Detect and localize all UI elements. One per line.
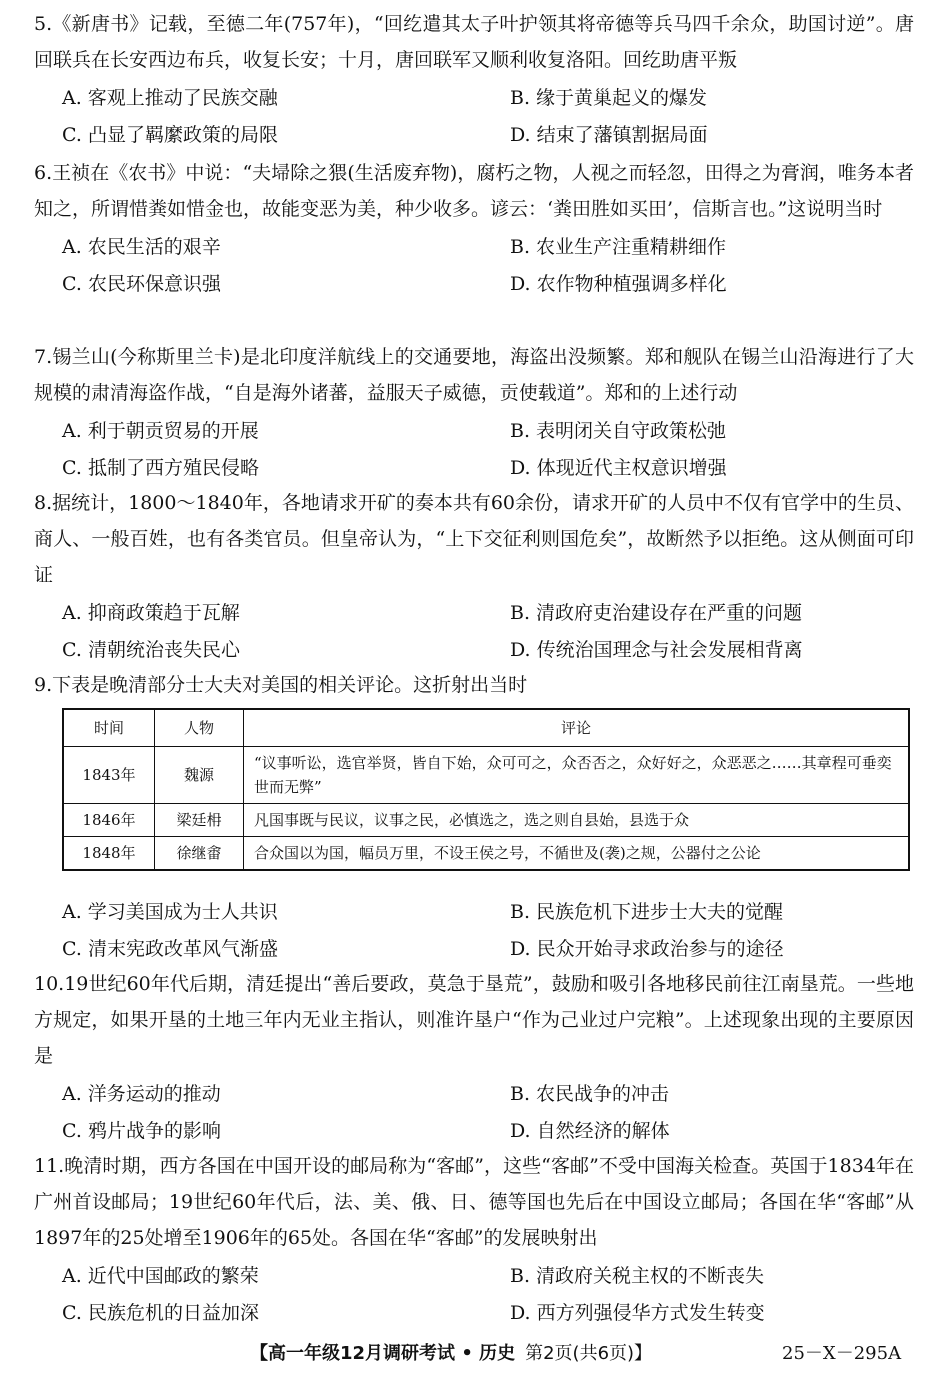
footer-code: 25－X－295A [782, 1343, 902, 1364]
table-row [63, 837, 909, 871]
cell-person: 徐继畬 [155, 837, 244, 871]
cell-comment: “议事听讼，选官举贤，皆自下始，众可可之，众否否之，众好好之，众恶恶之……其章程可垂奕世而无弊” [244, 747, 910, 804]
option-c: C. 农民环保意识强 [62, 273, 221, 295]
option-d: D. 自然经济的解体 [510, 1120, 670, 1142]
option-a: A. 抑商政策趋于瓦解 [62, 602, 240, 624]
question-11 [34, 1148, 914, 1330]
header-comment: 评论 [244, 709, 910, 747]
question-stem: 6.王祯在《农书》中说：“夫埽除之猥(生活废弃物)，腐朽之物，人视之而轻忽，田得之为膏润，唯务本者知之，所谓惜粪如惜金也，故能变恶为美，种少收多。谚云：‘粪田胜如买田’，信斯言也。”这说明当时 [34, 162, 914, 220]
question-5 [34, 6, 914, 152]
options [34, 1256, 914, 1330]
option-d: D. 传统治国理念与社会发展相背离 [510, 639, 803, 661]
question-6 [34, 155, 914, 301]
table-row [63, 804, 909, 837]
question-stem: 11.晚清时期，西方各国在中国开设的邮局称为“客邮”，这些“客邮”不受中国海关检查。英国于1834年在广州首设邮局；19世纪60年代后，法、美、俄、日、德等国也先后在中国设立邮局；各国在华“客邮”从1897年的25处增至1906年的65处。各国在华“客邮”的发展映射出 [34, 1155, 914, 1249]
question-10 [34, 966, 914, 1148]
option-c: C. 凸显了羁縻政策的局限 [62, 124, 278, 146]
option-b: B. 农民战争的冲击 [510, 1083, 670, 1105]
option-c: C. 民族危机的日益加深 [62, 1302, 259, 1324]
option-a: A. 学习美国成为士人共识 [62, 901, 278, 923]
cell-time: 1848年 [63, 837, 155, 871]
options [34, 892, 914, 966]
comments-table [62, 708, 910, 871]
header-time: 时间 [63, 709, 155, 747]
cell-person: 魏源 [155, 747, 244, 804]
option-a: A. 近代中国邮政的繁荣 [62, 1265, 259, 1287]
option-c: C. 清朝统治丧失民心 [62, 639, 240, 661]
option-d: D. 体现近代主权意识增强 [510, 457, 727, 479]
question-9 [34, 667, 914, 703]
option-c: C. 鸦片战争的影响 [62, 1120, 221, 1142]
option-b: B. 缘于黄巢起义的爆发 [510, 87, 708, 109]
options [34, 411, 914, 485]
option-b: B. 表明闭关自守政策松弛 [510, 420, 727, 442]
option-b: B. 农业生产注重精耕细作 [510, 236, 727, 258]
footer-exam-name: 【高一年级12月调研考试 • 历史 [250, 1343, 516, 1364]
header-person: 人物 [155, 709, 244, 747]
options [34, 1074, 914, 1148]
cell-comment: 合众国以为国，幅员万里，不设王侯之号，不循世及(袭)之规，公器付之公论 [244, 837, 910, 871]
option-d: D. 西方列强侵华方式发生转变 [510, 1302, 765, 1324]
question-stem: 9.下表是晚清部分士大夫对美国的相关评论。这折射出当时 [34, 674, 528, 696]
cell-person: 梁廷枏 [155, 804, 244, 837]
option-a: A. 利于朝贡贸易的开展 [62, 420, 259, 442]
cell-time: 1846年 [63, 804, 155, 837]
footer-title [250, 1339, 652, 1365]
question-9-options [34, 892, 914, 966]
option-a: A. 农民生活的艰辛 [62, 236, 221, 258]
table-header-row [63, 709, 909, 747]
question-7 [34, 339, 914, 485]
footer-page-number: 第2页(共6页)】 [525, 1343, 653, 1364]
option-b: B. 民族危机下进步士大夫的觉醒 [510, 901, 784, 923]
option-c: C. 清末宪政改革风气渐盛 [62, 938, 278, 960]
option-b: B. 清政府关税主权的不断丧失 [510, 1265, 765, 1287]
options [34, 78, 914, 152]
option-a: A. 洋务运动的推动 [62, 1083, 221, 1105]
cell-time: 1843年 [63, 747, 155, 804]
options [34, 227, 914, 301]
option-b: B. 清政府吏治建设存在严重的问题 [510, 602, 803, 624]
table-row [63, 747, 909, 804]
option-a: A. 客观上推动了民族交融 [62, 87, 278, 109]
option-d: D. 结束了藩镇割据局面 [510, 124, 708, 146]
page-footer [0, 1337, 950, 1367]
question-stem: 10.19世纪60年代后期，清廷提出“善后要政，莫急于垦荒”，鼓励和吸引各地移民前往江南垦荒。一些地方规定，如果开垦的土地三年内无业主指认，则准许垦户“作为己业过户完粮”。上述现象出现的主要原因是 [34, 973, 914, 1067]
cell-comment: 凡国事既与民议，议事之民，必慎选之，选之则自县始，县选于众 [244, 804, 910, 837]
option-d: D. 民众开始寻求政治参与的途径 [510, 938, 784, 960]
question-stem: 8.据统计，1800～1840年，各地请求开矿的奏本共有60余份，请求开矿的人员中不仅有官学中的生员、商人、一般百姓，也有各类官员。但皇帝认为，“上下交征利则国危矣”，故断然予以拒绝。这从侧面可印证 [34, 492, 915, 586]
option-c: C. 抵制了西方殖民侵略 [62, 457, 259, 479]
question-8 [34, 485, 914, 667]
question-stem: 7.锡兰山(今称斯里兰卡)是北印度洋航线上的交通要地，海盗出没频繁。郑和舰队在锡兰山沿海进行了大规模的肃清海盗作战，“自是海外诸蕃，益服天子威德，贡使载道”。郑和的上述行动 [34, 346, 914, 404]
options [34, 593, 914, 667]
option-d: D. 农作物种植强调多样化 [510, 273, 727, 295]
question-stem: 5.《新唐书》记载，至德二年(757年)，“回纥遣其太子叶护领其将帝德等兵马四千余众，助国讨逆”。唐回联兵在长安西边布兵，收复长安；十月，唐回联军又顺利收复洛阳。回纥助唐平叛 [34, 13, 914, 71]
